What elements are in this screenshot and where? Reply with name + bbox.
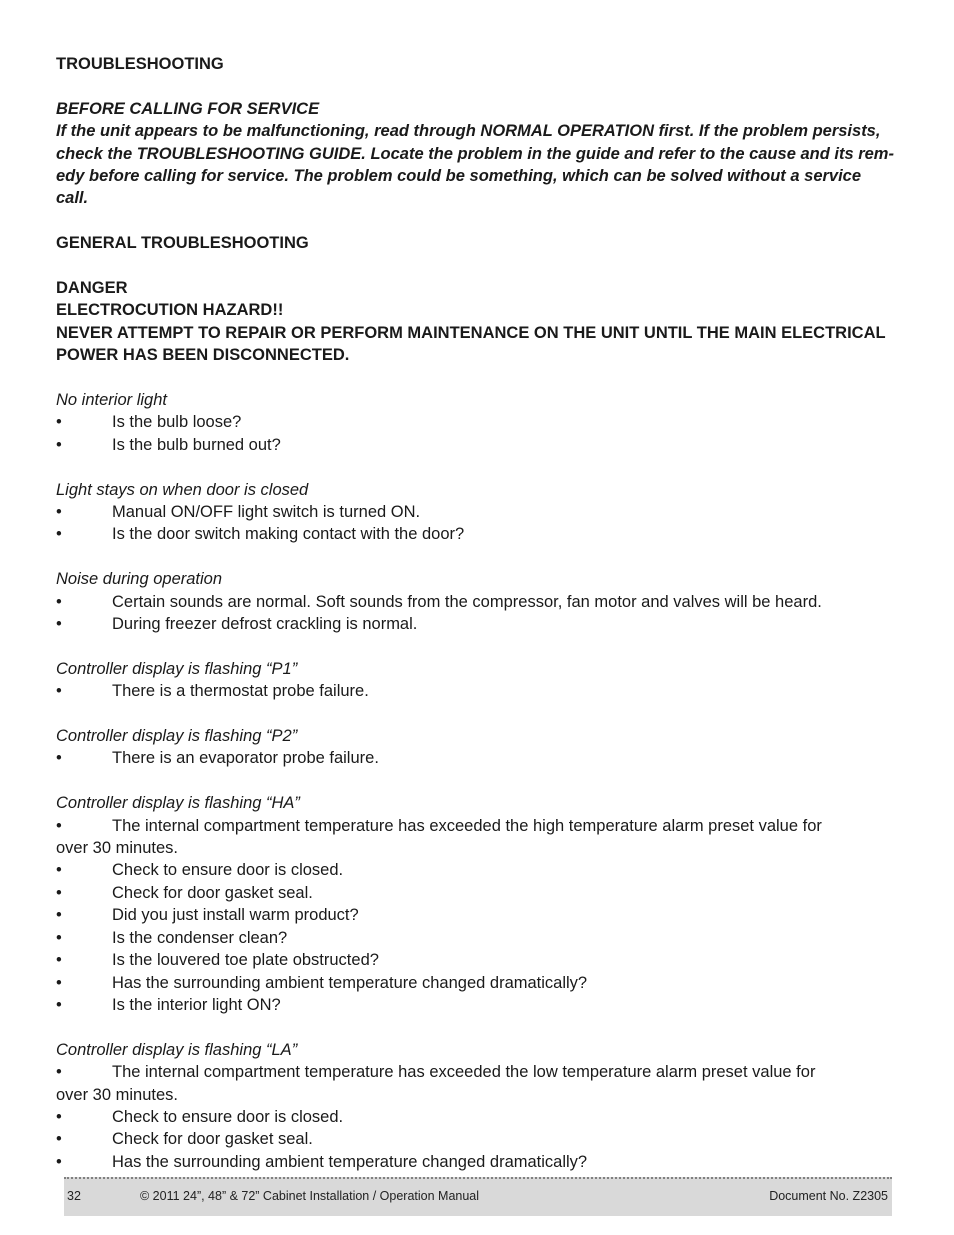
list-item-continuation: over 30 minutes.	[56, 1085, 178, 1104]
bullet-icon: •	[56, 749, 62, 768]
list-item	[56, 949, 906, 971]
page-content	[56, 53, 906, 1173]
list-item-text: Is the condenser clean?	[112, 928, 288, 947]
list-item-text: There is a thermostat probe failure.	[112, 682, 369, 701]
list-item-text: Check for door gasket seal.	[112, 1130, 313, 1149]
bullet-icon: •	[56, 1152, 62, 1171]
section-title: Controller display is flashing “LA”	[56, 1040, 298, 1059]
list-item-text: The internal compartment temperature has exceeded the low temperature alarm preset value for	[112, 1063, 816, 1082]
general-heading: GENERAL TROUBLESHOOTING	[56, 234, 309, 253]
list-item	[56, 994, 906, 1016]
page-number: 32	[67, 1189, 81, 1203]
footer-document-number: Document No. Z2305	[769, 1189, 888, 1203]
bullet-icon: •	[56, 592, 62, 611]
before-service-line: check the TROUBLESHOOTING GUIDE. Locate the problem in the guide and refer to the cause and its rem-	[56, 144, 894, 163]
bullet-icon: •	[56, 1130, 62, 1149]
bullet-icon: •	[56, 413, 62, 432]
list-item-text: Has the surrounding ambient temperature changed dramatically?	[112, 973, 588, 992]
list-item-text: Is the bulb burned out?	[112, 435, 281, 454]
list-item-text: There is an evaporator probe failure.	[112, 749, 379, 768]
section-title: Controller display is flashing “P1”	[56, 659, 298, 678]
danger-label: DANGER	[56, 279, 128, 298]
list-item	[56, 747, 906, 769]
section-title: Light stays on when door is closed	[56, 480, 309, 499]
before-service-line: edy before calling for service. The problem could be something, which can be solved without a service	[56, 167, 862, 186]
bullet-icon: •	[56, 973, 62, 992]
list-item-text: Check for door gasket seal.	[112, 883, 313, 902]
list-item	[56, 411, 906, 433]
list-item-text: Is the bulb loose?	[112, 413, 242, 432]
danger-hazard: ELECTROCUTION HAZARD!!	[56, 301, 284, 320]
danger-line: POWER HAS BEEN DISCONNECTED.	[56, 346, 350, 365]
section-title: Controller display is flashing “P2”	[56, 727, 298, 746]
before-service-line: call.	[56, 189, 89, 208]
list-item-text: The internal compartment temperature has exceeded the high temperature alarm preset value for	[112, 816, 822, 835]
page-footer	[64, 1177, 892, 1216]
list-item	[56, 523, 906, 545]
troubleshooting-sections	[56, 367, 906, 1174]
list-item-text: Has the surrounding ambient temperature changed dramatically?	[112, 1152, 588, 1171]
section-title: Noise during operation	[56, 570, 223, 589]
bullet-icon: •	[56, 1107, 62, 1126]
bullet-icon: •	[56, 995, 62, 1014]
list-item-text: Check to ensure door is closed.	[112, 1107, 344, 1126]
list-item	[56, 859, 906, 881]
list-item	[56, 927, 906, 949]
footer-copyright: © 2011 24”, 48” & 72” Cabinet Installation / Operation Manual	[140, 1189, 480, 1203]
bullet-icon: •	[56, 615, 62, 634]
bullet-icon: •	[56, 906, 62, 925]
list-item-text: Check to ensure door is closed.	[112, 861, 344, 880]
list-item	[56, 1106, 906, 1128]
list-item-continuation: over 30 minutes.	[56, 839, 178, 858]
bullet-icon: •	[56, 682, 62, 701]
list-item	[56, 815, 906, 837]
bullet-icon: •	[56, 951, 62, 970]
bullet-icon: •	[56, 503, 62, 522]
list-item	[56, 501, 906, 523]
bullet-icon: •	[56, 816, 62, 835]
bullet-icon: •	[56, 883, 62, 902]
list-item-text: Is the door switch making contact with the door?	[112, 525, 465, 544]
before-service-line: If the unit appears to be malfunctioning, read through NORMAL OPERATION first. If the problem persists,	[56, 122, 881, 141]
danger-line: NEVER ATTEMPT TO REPAIR OR PERFORM MAINTENANCE ON THE UNIT UNTIL THE MAIN ELECTRICAL	[56, 323, 886, 342]
list-item-text: Is the interior light ON?	[112, 995, 281, 1014]
bullet-icon: •	[56, 1063, 62, 1082]
list-item	[56, 1128, 906, 1150]
section-title: No interior light	[56, 391, 167, 410]
bullet-icon: •	[56, 525, 62, 544]
list-item-text: Manual ON/OFF light switch is turned ON.	[112, 503, 421, 522]
list-item	[56, 972, 906, 994]
list-item-text: Certain sounds are normal. Soft sounds from the compressor, fan motor and valves will be heard.	[112, 592, 822, 611]
list-item-text: Is the louvered toe plate obstructed?	[112, 951, 379, 970]
list-item	[56, 1061, 906, 1083]
list-item	[56, 434, 906, 456]
list-item	[56, 882, 906, 904]
list-item	[56, 613, 906, 635]
bullet-icon: •	[56, 928, 62, 947]
list-item	[56, 1151, 906, 1173]
section-title: Controller display is flashing “HA”	[56, 794, 300, 813]
list-item	[56, 904, 906, 926]
bullet-icon: •	[56, 435, 62, 454]
bullet-icon: •	[56, 861, 62, 880]
before-service-heading: BEFORE CALLING FOR SERVICE	[56, 99, 320, 118]
list-item	[56, 680, 906, 702]
list-item	[56, 591, 906, 613]
page-title: TROUBLESHOOTING	[56, 55, 224, 73]
list-item-text: Did you just install warm product?	[112, 906, 359, 925]
list-item-text: During freezer defrost crackling is normal.	[112, 615, 418, 634]
